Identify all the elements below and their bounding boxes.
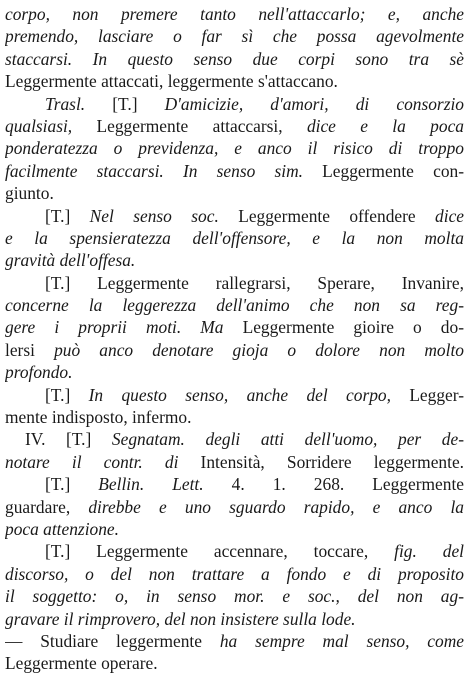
roman-segment: Leggermente con- bbox=[322, 160, 464, 181]
text-line bbox=[5, 518, 464, 540]
roman-segment: [T.] bbox=[112, 93, 165, 114]
text-line bbox=[5, 3, 464, 25]
roman-segment: guardare, bbox=[5, 496, 89, 517]
roman-segment: Legger- bbox=[409, 384, 464, 405]
roman-segment: mente indisposto, infermo. bbox=[5, 407, 192, 428]
text-line bbox=[5, 182, 464, 204]
italic-segment: Trasl. bbox=[45, 93, 113, 114]
italic-segment: fig. del bbox=[394, 541, 464, 562]
italic-segment: corpo, non premere tanto nell'attaccarlo; e, anche bbox=[5, 4, 464, 24]
italic-segment: gere i proprii moti. Ma bbox=[5, 317, 243, 338]
italic-segment: e la spensieratezza dell'offensore, e la non molta bbox=[5, 227, 464, 248]
italic-segment: ha sempre mal senso, come bbox=[219, 630, 464, 651]
text-line bbox=[5, 316, 464, 338]
italic-segment: direbbe e uno sguardo rapido, e anco la bbox=[88, 496, 464, 517]
italic-segment: concerne la leggerezza dell'animo che non sa reg- bbox=[5, 295, 464, 316]
italic-segment: profondo. bbox=[5, 362, 73, 383]
roman-segment: Leggermente offendere bbox=[238, 205, 436, 226]
italic-segment: facilmente staccarsi. In senso sim. bbox=[5, 160, 323, 181]
italic-segment: In questo senso, anche del corpo, bbox=[88, 384, 410, 405]
roman-segment: Leggermente attaccati, leggermente s'attaccano. bbox=[5, 71, 338, 92]
roman-segment: Intensità, Sorridere leggermente. bbox=[200, 451, 464, 472]
text-line bbox=[5, 115, 464, 137]
text-line bbox=[5, 339, 464, 361]
italic-segment: Bellin. Lett. bbox=[98, 474, 232, 495]
italic-segment: D'amicizie, d'amori, di consorzio bbox=[164, 93, 464, 114]
roman-segment: [T.] bbox=[45, 205, 90, 226]
italic-segment: Nel senso soc. bbox=[89, 205, 239, 226]
roman-segment: Leggermente operare. bbox=[5, 653, 158, 674]
roman-segment: [T.] Leggermente accennare, toccare, bbox=[45, 541, 395, 562]
text-line bbox=[5, 451, 464, 473]
italic-segment: gravità dell'offesa. bbox=[5, 250, 136, 271]
text-line bbox=[5, 585, 464, 607]
italic-segment: qualsiasi, bbox=[5, 115, 97, 136]
text-line bbox=[5, 272, 464, 294]
text-line bbox=[5, 70, 464, 92]
roman-segment: Leggermente attaccarsi, bbox=[96, 115, 307, 136]
text-line bbox=[5, 25, 464, 47]
italic-segment: dice e la poca bbox=[306, 115, 464, 136]
italic-segment: discorso, o del non trattare a fondo e di proposito bbox=[5, 563, 464, 584]
text-line bbox=[5, 205, 464, 227]
text-line bbox=[5, 540, 464, 562]
italic-segment: Segnatam. degli atti dell'uomo, per de- bbox=[111, 429, 464, 450]
text-line bbox=[5, 93, 464, 115]
italic-segment: staccarsi. In questo senso due corpi sono tra sè bbox=[5, 48, 464, 69]
text-line bbox=[5, 48, 464, 70]
text-line bbox=[5, 227, 464, 249]
text-line bbox=[5, 496, 464, 518]
italic-segment: il soggetto: o, in senso mor. e soc., del non ag- bbox=[5, 586, 464, 607]
text-line bbox=[5, 137, 464, 159]
text-line bbox=[5, 294, 464, 316]
text-line bbox=[5, 473, 464, 495]
text-line bbox=[5, 428, 464, 450]
roman-segment: 4. 1. 268. Leggermente bbox=[231, 474, 464, 495]
text-line bbox=[5, 384, 464, 406]
text-line bbox=[5, 630, 464, 652]
italic-segment: notare il contr. di bbox=[5, 451, 201, 472]
text-line bbox=[5, 361, 464, 383]
roman-segment: [T.] bbox=[45, 474, 99, 495]
italic-segment: premendo, lasciare o far sì che possa agevolmente bbox=[5, 26, 464, 47]
roman-segment: — Studiare leggermente bbox=[5, 630, 220, 651]
roman-segment: [T.] bbox=[45, 384, 89, 405]
roman-segment: IV. [T.] bbox=[25, 429, 112, 450]
text-line bbox=[5, 249, 464, 271]
roman-segment: [T.] Leggermente rallegrarsi, Sperare, Invanire, bbox=[45, 272, 464, 293]
italic-segment: poca attenzione. bbox=[5, 518, 119, 539]
italic-segment: ponderatezza o previdenza, e anco il risico di troppo bbox=[5, 138, 464, 159]
roman-segment: lersi bbox=[5, 339, 55, 360]
text-line bbox=[5, 608, 464, 630]
italic-segment: dice bbox=[435, 205, 464, 226]
text-line bbox=[5, 406, 464, 428]
italic-segment: può anco denotare gioja o dolore non molto bbox=[54, 339, 464, 360]
roman-segment: giunto. bbox=[5, 183, 54, 204]
roman-segment: Leggermente gioire o do- bbox=[242, 317, 464, 338]
italic-segment: gravare il rimprovero, del non insistere sulla lode. bbox=[5, 608, 356, 629]
text-line bbox=[5, 563, 464, 585]
text-line bbox=[5, 160, 464, 182]
text-line bbox=[5, 652, 464, 674]
